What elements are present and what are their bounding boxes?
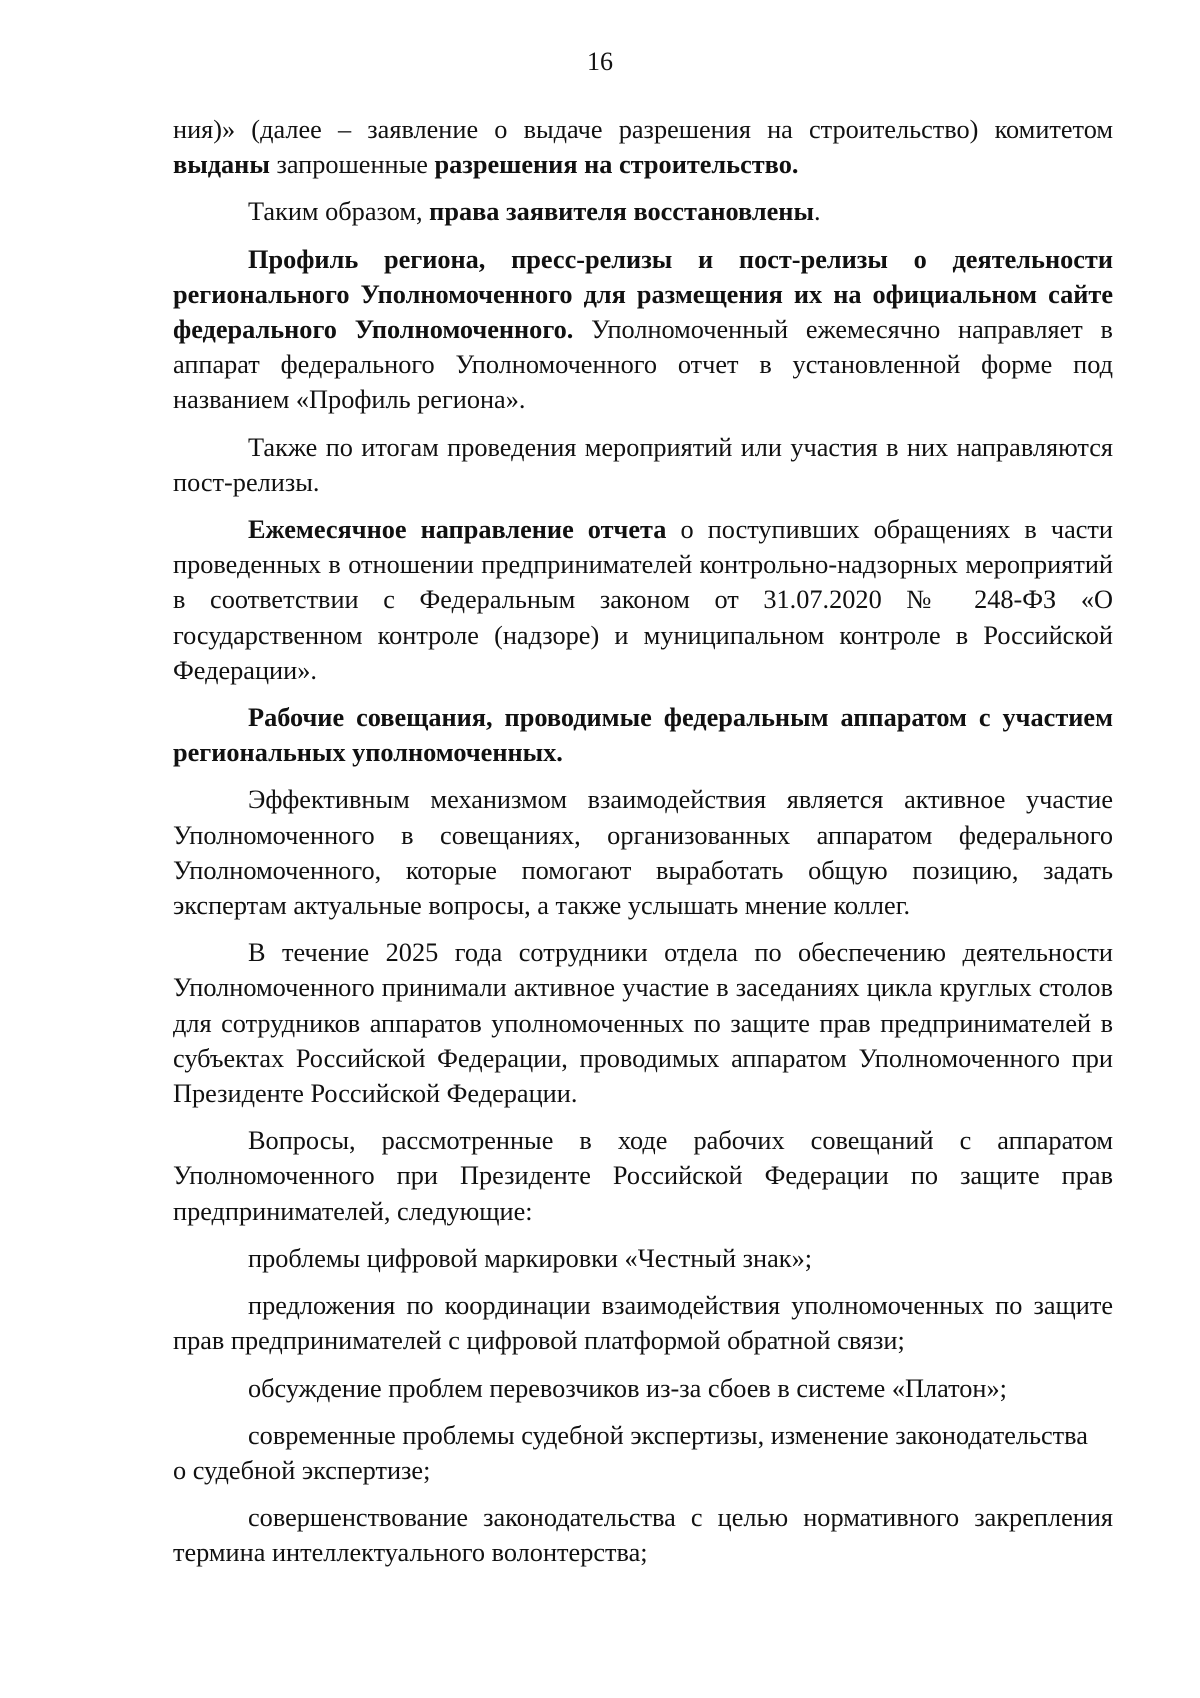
paragraph-working-meetings-heading	[173, 700, 1113, 770]
paragraph-continuation	[173, 112, 1113, 182]
paragraph-effective-mechanism	[173, 782, 1113, 923]
text-run: ния)» (далее – заявление о выдаче разрешения на строительство) комитетом	[173, 115, 1113, 144]
text-run: .	[813, 197, 821, 227]
text-run: о судебной экспертизе;	[173, 1455, 431, 1485]
list-item	[173, 1288, 1113, 1358]
text-run: совершенствование законодательства с целью нормативного закрепления термина интеллектуального волонтерства;	[173, 1503, 1113, 1568]
document-body	[173, 112, 1113, 1583]
list-item-continuation	[173, 1453, 1113, 1488]
text-run: о поступивших обращениях в части проведенных в отношении предпринимателей контрольно-надзорных мероприятий в соответствии с Федеральным законом от 31.07.2020 № 248-ФЗ «О государственном контроле (надзоре) и муниципальном контроле в Российской Федерации».	[173, 515, 1113, 685]
text-run: Эффективным механизмом взаимодействия является активное участие Уполномоченного в совещаниях, организованных аппаратом федерального Уполномоченного, которые помогают выработать общую позицию, задать экспертам актуальные вопросы, а также услышать мнение коллег.	[173, 785, 1113, 921]
list-item	[173, 1418, 1113, 1453]
paragraph-monthly-report	[173, 512, 1113, 688]
paragraph-rights-restored	[173, 194, 1113, 229]
paragraph-questions-intro	[173, 1123, 1113, 1229]
text-run: Таким образом,	[248, 197, 430, 227]
page-number: 16	[587, 47, 613, 76]
paragraph-post-releases	[173, 430, 1113, 500]
bold-run: разрешения на строительство.	[434, 150, 799, 180]
text-run: Также по итогам проведения мероприятий или участия в них направляются пост-релизы.	[173, 432, 1113, 497]
bold-run: права заявителя восстановлены	[429, 197, 814, 227]
text-run: современные проблемы судебной экспертизы, изменение законодательства	[248, 1420, 1088, 1450]
list-item	[173, 1371, 1113, 1406]
text-run: обсуждение проблем перевозчиков из-за сбоев в системе «Платон»;	[248, 1373, 1007, 1403]
text-run: Вопросы, рассмотренные в ходе рабочих совещаний с аппаратом Уполномоченного при Президенте Российской Федерации по защите прав предпринимателей, следующие:	[173, 1126, 1113, 1226]
text-run: В течение 2025 года сотрудники отдела по обеспечению деятельности Уполномоченного принимали активное участие в заседаниях цикла круглых столов для сотрудников аппаратов уполномоченных по защите прав предпринимателей в субъектах Российской Федерации, проводимых аппаратом Уполномоченного при Президенте Российской Федерации.	[173, 938, 1113, 1109]
text-run: проблемы цифровой маркировки «Честный знак»;	[248, 1243, 813, 1273]
bold-run: Рабочие совещания, проводимые федеральным аппаратом с участием региональных уполномоченных.	[173, 703, 1113, 768]
list-item	[173, 1500, 1113, 1570]
bold-run: выданы	[173, 150, 270, 180]
paragraph-region-profile	[173, 242, 1113, 418]
text-run: Уполномоченный ежемесячно направляет в аппарат федерального Уполномоченного отчет в установленной форме под названием «Профиль региона».	[173, 315, 1113, 415]
text-run: предложения по координации взаимодействия уполномоченных по защите прав предпринимателей с цифровой платформой обратной связи;	[173, 1291, 1113, 1356]
bold-run: Ежемесячное направление отчета	[248, 515, 667, 545]
paragraph-round-tables	[173, 935, 1113, 1111]
list-item	[173, 1241, 1113, 1276]
text-run: запрошенные	[269, 150, 435, 180]
bold-run: Профиль региона, пресс-релизы и пост-релизы о деятельности регионального Уполномоченного для размещения их на официальном сайте федерального Уполномоченного.	[173, 244, 1113, 345]
